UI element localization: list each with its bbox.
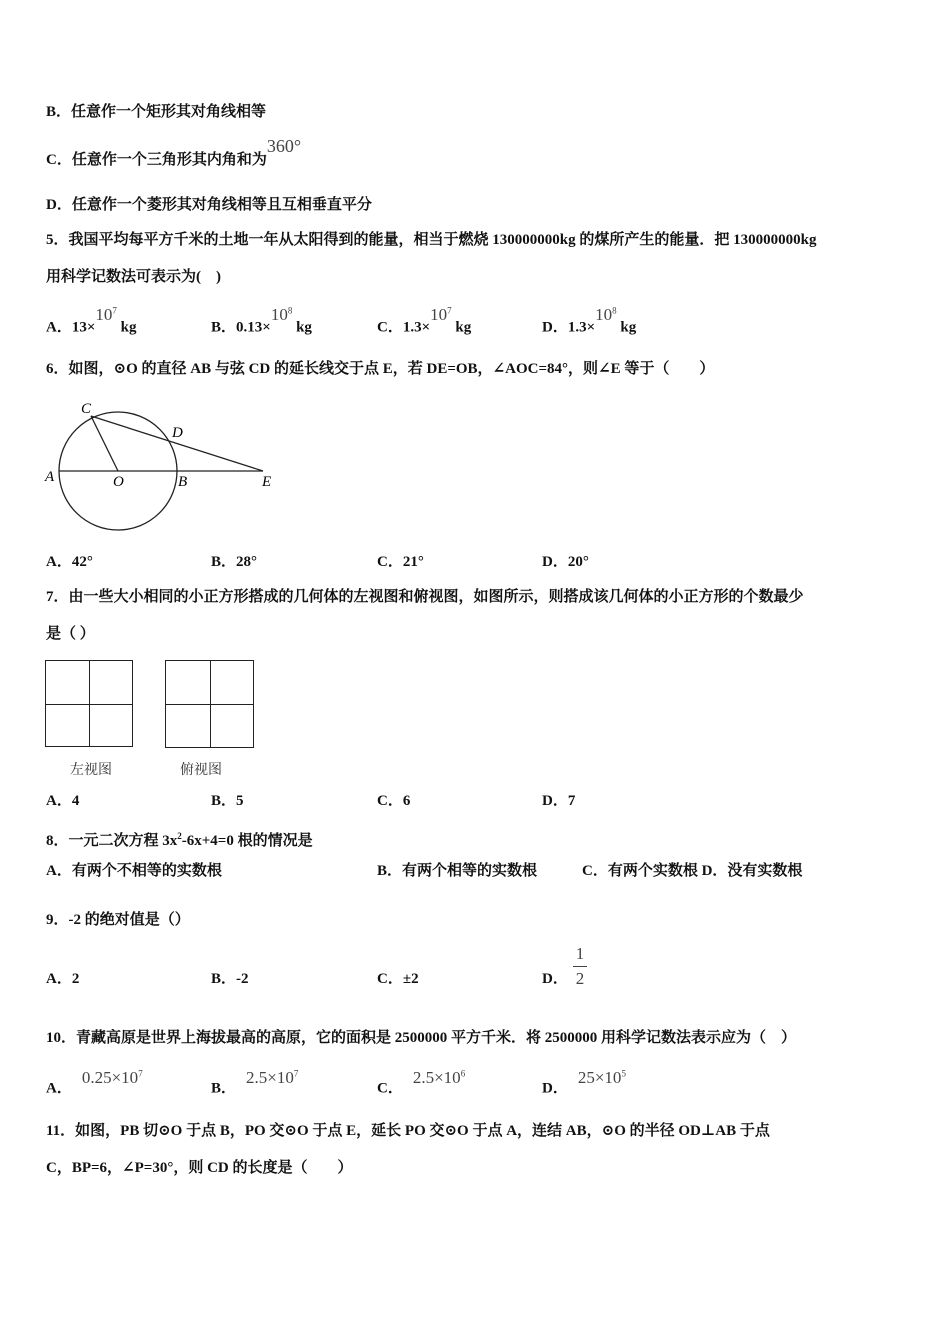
q5-line1: 5．我国平均每平方千米的土地一年从太阳得到的能量，相当于燃烧 130000000kg 的煤所产生的能量．把 130000000kg: [46, 232, 817, 248]
option-pow: 8: [287, 305, 293, 315]
label-e: E: [262, 474, 272, 490]
q6-circle-figure: [0, 0, 300, 540]
option-pow: 8: [612, 305, 617, 315]
line-co: [91, 416, 118, 471]
q11-line2: C，BP=6，∠P=30°，则 CD 的长度是（ ）: [46, 1160, 353, 1176]
q9-option-d: D．: [542, 971, 568, 987]
option-label: B．: [211, 1080, 237, 1097]
option-unit: kg: [120, 319, 137, 336]
label-b: B: [178, 474, 188, 490]
q4-option-b: B．任意作一个矩形其对角线相等: [46, 104, 267, 120]
option-pow: 7: [138, 1068, 143, 1078]
label-a: A: [45, 469, 55, 485]
q10-text: 10．青藏高原是世界上海拔最高的高原，它的面积是 2500000 平方千米．将 2500000 用科学记数法表示应为（ ）: [46, 1030, 797, 1046]
q6-option-d: D．20°: [542, 554, 589, 570]
option-label: C．: [377, 1080, 403, 1097]
option-pow: 7: [447, 305, 452, 315]
q8-option-b: B．有两个相等的实数根: [377, 863, 538, 879]
q9-option-a: A．2: [46, 971, 80, 987]
left-view-grid: [45, 660, 133, 747]
q7-option-a: A．4: [46, 793, 80, 809]
q5-line2: 用科学记数法可表示为( ): [46, 269, 221, 285]
option-label: A．13×: [46, 319, 96, 336]
option-label: B．0.13×: [211, 319, 271, 336]
q8-text-pre: 8．一元二次方程 3x: [46, 833, 178, 849]
q10-option-c: [377, 1067, 466, 1099]
top-view-caption: 俯视图: [180, 762, 222, 778]
option-exp: 10: [595, 304, 613, 324]
q6-option-a: A．42°: [46, 554, 93, 570]
option-label: D．1.3×: [542, 319, 596, 336]
option-label: C．1.3×: [377, 319, 431, 336]
option-base: 2.5×10: [246, 1067, 294, 1087]
q10-option-d: [542, 1067, 626, 1099]
q8-option-a: A．有两个不相等的实数根: [46, 863, 222, 879]
q6-text: 6．如图，⊙O 的直径 AB 与弦 CD 的延长线交于点 E，若 DE=OB，∠AOC=84°，则∠E 等于（ ）: [46, 361, 715, 377]
fraction-numerator: 1: [575, 944, 585, 963]
option-unit: kg: [296, 319, 312, 336]
option-pow: 7: [293, 1068, 299, 1078]
q5-option-c: [377, 304, 472, 338]
q6-option-b: B．28°: [211, 554, 258, 570]
option-label: A．: [46, 1080, 72, 1097]
q9-fraction: [573, 944, 587, 989]
q6-option-c: C．21°: [377, 554, 424, 570]
option-unit: kg: [455, 319, 472, 336]
option-unit: kg: [620, 319, 637, 336]
option-base: 2.5×10: [412, 1067, 461, 1087]
q8-text-sup: 2: [177, 831, 182, 841]
option-label: D．: [542, 1080, 568, 1097]
left-view-caption: 左视图: [70, 762, 112, 778]
option-base: 0.25×10: [81, 1067, 139, 1087]
q10-option-b: [211, 1067, 299, 1099]
option-base: 25×10: [577, 1067, 622, 1087]
q11-line1: 11．如图，PB 切⊙O 于点 B，PO 交⊙O 于点 E，延长 PO 交⊙O 于点 A，连结 AB，⊙O 的半径 OD⊥AB 于点: [46, 1123, 770, 1139]
option-pow: 7: [112, 305, 117, 315]
option-exp: 10: [270, 304, 288, 324]
q4-option-c-text: C．任意作一个三角形其内角和为: [46, 152, 267, 168]
q7-line2: 是（ ）: [46, 626, 95, 642]
q8-text: [46, 826, 313, 851]
q4-option-c-math: 360°: [266, 136, 302, 156]
q7-option-b: B．5: [211, 793, 244, 809]
option-exp: 10: [95, 304, 113, 324]
q4-option-d: D．任意作一个菱形其对角线相等且互相垂直平分: [46, 197, 372, 213]
q9-option-b: B．-2: [211, 971, 249, 987]
q5-option-d: [542, 304, 637, 338]
q8-option-cd: C．有两个实数根 D．没有实数根: [582, 863, 803, 879]
label-c: C: [81, 401, 92, 417]
fraction-denominator: 2: [575, 969, 585, 988]
option-exp: 10: [430, 304, 448, 324]
q7-line1: 7．由一些大小相同的小正方形搭成的几何体的左视图和俯视图，如图所示，则搭成该几何体的小正方形的个数最少: [46, 589, 804, 605]
option-pow: 6: [460, 1068, 466, 1078]
label-d: D: [172, 425, 183, 441]
q10-option-a: [46, 1067, 143, 1099]
q9-option-c: C．±2: [377, 971, 419, 987]
q8-text-post: -6x+4=0 根的情况是: [181, 833, 313, 849]
top-view-grid: [165, 660, 254, 748]
label-o: O: [113, 474, 124, 490]
q7-option-d: D．7: [542, 793, 576, 809]
option-pow: 5: [621, 1068, 626, 1078]
q9-text: 9．-2 的绝对值是（）: [46, 912, 190, 928]
q7-option-c: C．6: [377, 793, 411, 809]
